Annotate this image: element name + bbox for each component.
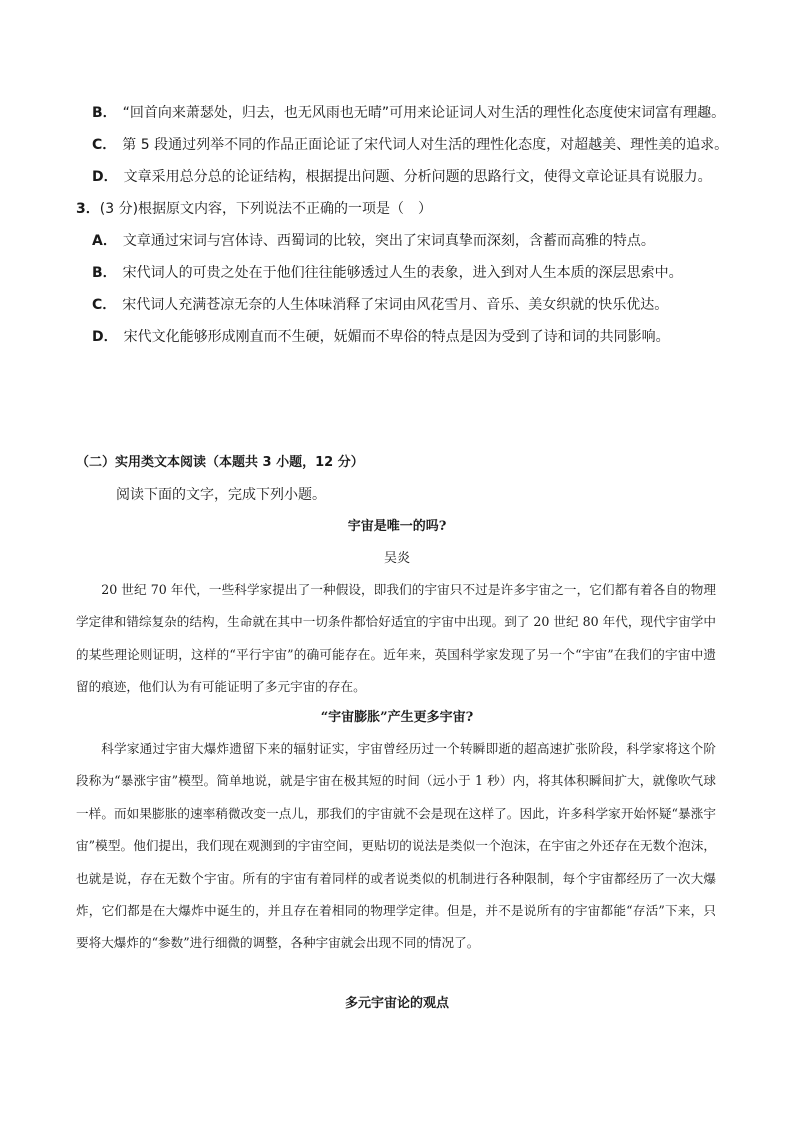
q3-option-b [92,264,683,282]
section-heading: （二）实用类文本阅读（本题共 3 小题，12 分） [76,455,364,470]
q3-option-a [92,232,655,250]
option-letter: C． [92,137,117,153]
option-letter: B． [92,265,117,281]
option-letter: D． [92,329,118,345]
option-text: 第 5 段通过列举不同的作品正面论证了宋代词人对生活的理性化态度，对超越美、理性美的追求。 [122,137,729,153]
q2-option-c [92,136,728,154]
article-subheading: 多元宇宙论的观点 [344,996,449,1011]
article-paragraph-intro: 20 世纪 70 年代，一些科学家提出了一种假设，即我们的宇宙只不过是许多宇宙之一，它们都有着各自的物理学定律和错综复杂的结构，生命就在其中一切条件都恰好适宜的宇宙中出现。到了 20 世纪 80 年代，现代宇宙学中的某些理论则证明，这样的“平行宇宙”的确可能存在。近年来，英国科学家发现了另一个“宇宙”在我们的宇宙中遗留的痕迹，他们认为有可能证明了多元宇宙的存在。 [76,582,716,695]
option-letter: A． [92,233,117,249]
option-letter: B． [92,105,117,121]
option-text: “回首向来萧瑟处，归去，也无风雨也无晴”可用来论证词人对生活的理性化态度使宋词富有理趣。 [122,105,726,121]
article-paragraph-body: 科学家通过宇宙大爆炸遗留下来的辐射证实，宇宙曾经历过一个转瞬即逝的超高速扩张阶段，科学家将这个阶段称为“暴涨宇宙”模型。简单地说，就是宇宙在极其短的时间（远小于 1 秒）内，将其体积瞬间扩大，就像吹气球一样。而如果膨胀的速率稍微改变一点儿，那我们的宇宙就不会是现在这样了。因此，许多科学家开始怀疑“暴涨宇宙”模型。他们提出，我们现在观测到的宇宙空间，更贴切的说法是类似一个泡沫，在宇宙之外还存在无数个泡沫，也就是说，存在无数个宇宙。所有的宇宙有着同样的或者说类似的机制进行各种限制，每个宇宙都经历了一次大爆炸，它们都是在大爆炸中诞生的，并且存在着相同的物理学定律。但是，并不是说所有的宇宙都能“存活”下来，只要将大爆炸的“参数”进行细微的调整，各种宇宙就会出现不同的情况了。 [76,741,716,951]
q3-option-c [92,296,668,314]
option-text: 宋代词人充满苍凉无奈的人生体味消释了宋词由风花雪月、音乐、美女织就的快乐优达。 [122,297,669,313]
option-letter: C． [92,297,117,313]
article-title: 宇宙是唯一的吗? [347,519,447,534]
option-text: 宋代文化能够形成刚直而不生硬，妩媚而不卑俗的特点是因为受到了诗和词的共同影响。 [123,329,670,345]
option-letter: D． [92,169,118,185]
q2-option-b [92,104,725,122]
option-text: 文章通过宋词与宫体诗、西蜀词的比较，突出了宋词真挚而深刻，含蓄而高雅的特点。 [122,233,655,249]
option-text: 文章采用总分总的论证结构，根据提出问题、分析问题的思路行文，使得文章论证具有说服力。 [123,169,712,185]
q3-option-d [92,328,670,346]
article-subheading: “宇宙膨胀”产生更多宇宙? [320,710,474,725]
option-text: 宋代词人的可贵之处在于他们往往能够透过人生的表象，进入到对人生本质的深层思索中。 [122,265,683,281]
question-3-stem [76,200,432,218]
question-text: (3 分)根据原文内容，下列说法不正确的一项是（ ） [99,201,433,217]
section-instruction: 阅读下面的文字，完成下列小题。 [116,487,326,503]
article-author: 吴炎 [383,551,410,566]
q2-option-d [92,168,712,186]
question-number: 3． [76,201,100,217]
